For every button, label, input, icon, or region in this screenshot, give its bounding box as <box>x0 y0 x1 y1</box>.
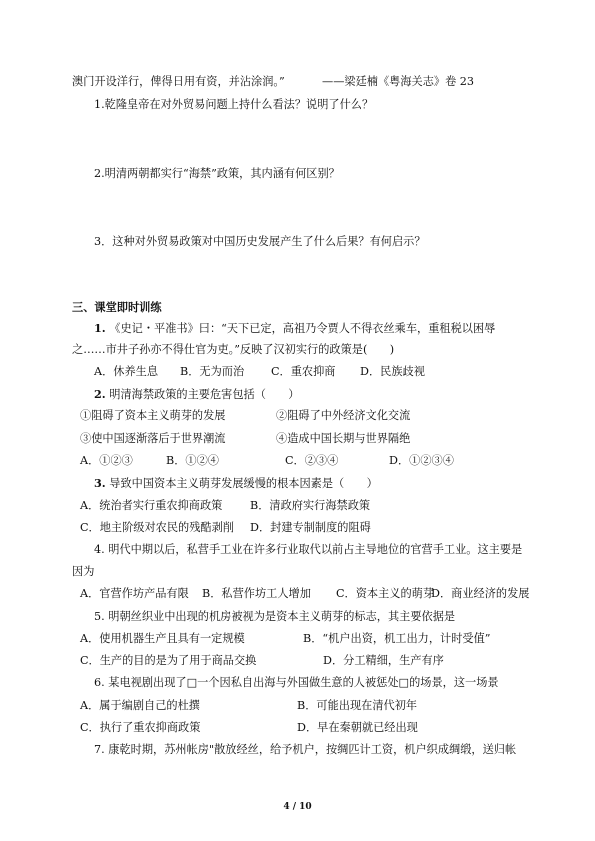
option-b: B．清政府实行海禁政策 <box>250 499 371 512</box>
option-c: C．重农抑商 <box>271 365 336 378</box>
option-d: D．民族歧视 <box>360 365 425 378</box>
question-text-continued: 因为 <box>72 565 95 578</box>
question-text: 明清海禁政策的主要危害包括（ ） <box>109 388 300 401</box>
question-number: 6. <box>94 676 105 689</box>
question-text-continued: 之……市井子孙亦不得仕官为吏。”反映了汉初实行的政策是( ) <box>72 343 395 356</box>
option-a: A．官营作坊产品有限 <box>80 587 189 600</box>
question-5 <box>94 610 455 624</box>
option-b: B．私营作坊工人增加 <box>202 587 311 600</box>
option-d: D．封建专制制度的阻碍 <box>250 521 371 534</box>
option-b: B．无为而治 <box>180 365 245 378</box>
question-number: 2. <box>94 387 106 401</box>
option-d: D．分工精细，生产有序 <box>323 654 444 667</box>
question-2 <box>94 387 299 402</box>
question-4 <box>94 543 522 557</box>
question-text: 《史记・平准书》曰：“天下已定，高祖乃令贾人不得衣丝乘车，重租税以困辱 <box>109 322 496 335</box>
discussion-question-3: 3．这种对外贸易政策对中国历史发展产生了什么后果？有何启示？ <box>94 235 426 248</box>
option-a: A．使用机器生产且具有一定规模 <box>80 632 245 645</box>
question-number: 3. <box>94 476 106 490</box>
statement-4: ④造成中国长期与世界隔绝 <box>276 432 411 445</box>
question-text: 某电视剧出现了□一个因私自出海与外国做生意的人被惩处□的场景，这一场景 <box>108 676 499 689</box>
question-text: 导致中国资本主义萌芽发展缓慢的根本因素是（ ） <box>109 477 378 490</box>
option-a: A．统治者实行重农抑商政策 <box>80 499 223 512</box>
option-b: B．①②④ <box>166 454 219 467</box>
option-a: A．属于编剧自己的杜撰 <box>80 699 200 712</box>
option-c: C．生产的目的是为了用于商品交换 <box>80 654 257 667</box>
option-c: C．资本主义的萌芽 <box>336 587 435 600</box>
discussion-question-2: 2.明清两朝都实行“海禁”政策，其内涵有何区别？ <box>94 167 340 180</box>
question-text: 明代中期以后，私营手工业在许多行业取代以前占主导地位的官营手工业。这主要是 <box>108 543 523 556</box>
option-c: C．执行了重农抑商政策 <box>80 721 201 734</box>
option-a: A．休养生息 <box>94 365 159 378</box>
option-d: D．①②③④ <box>389 454 454 467</box>
intro-quote: 澳门开设洋行，俾得日用有资，并沾涂润。” <box>72 75 285 88</box>
statement-1: ①阻碍了资本主义萌芽的发展 <box>80 409 226 422</box>
option-b: B．可能出现在清代初年 <box>297 699 418 712</box>
statement-2: ②阻碍了中外经济文化交流 <box>276 409 411 422</box>
intro-source: ——梁廷楠《粤海关志》卷 23 <box>322 75 475 88</box>
section-title: 三、课堂即时训练 <box>72 300 162 314</box>
question-7 <box>94 743 516 757</box>
option-c: C．②③④ <box>285 454 339 467</box>
page-number: 4 / 10 <box>283 802 312 812</box>
discussion-question-1: 1.乾隆皇帝在对外贸易问题上持什么看法？说明了什么？ <box>94 98 374 111</box>
option-b: B．“机户出资，机工出力，计时受值” <box>303 632 491 645</box>
statement-3: ③使中国逐渐落后于世界潮流 <box>80 432 226 445</box>
option-d: D．早在秦朝就已经出现 <box>297 721 418 734</box>
question-6 <box>94 676 499 690</box>
option-a: A．①②③ <box>80 454 133 467</box>
question-number: 7. <box>94 743 105 756</box>
question-number: 1. <box>94 321 106 335</box>
question-1 <box>94 321 495 336</box>
question-text: 明朝丝织业中出现的机房被视为是资本主义萌芽的标志，其主要依据是 <box>108 610 456 623</box>
question-number: 5. <box>94 610 105 623</box>
option-d: D．商业经济的发展 <box>431 587 530 600</box>
option-c: C．地主阶级对农民的残酷剥削 <box>80 521 234 534</box>
question-text: 康乾时期，苏州帐房"散放经丝，给予机户，按绸匹计工资，机户织成绸缎，送归帐 <box>108 743 517 756</box>
question-3 <box>94 476 378 491</box>
question-number: 4. <box>94 543 105 556</box>
